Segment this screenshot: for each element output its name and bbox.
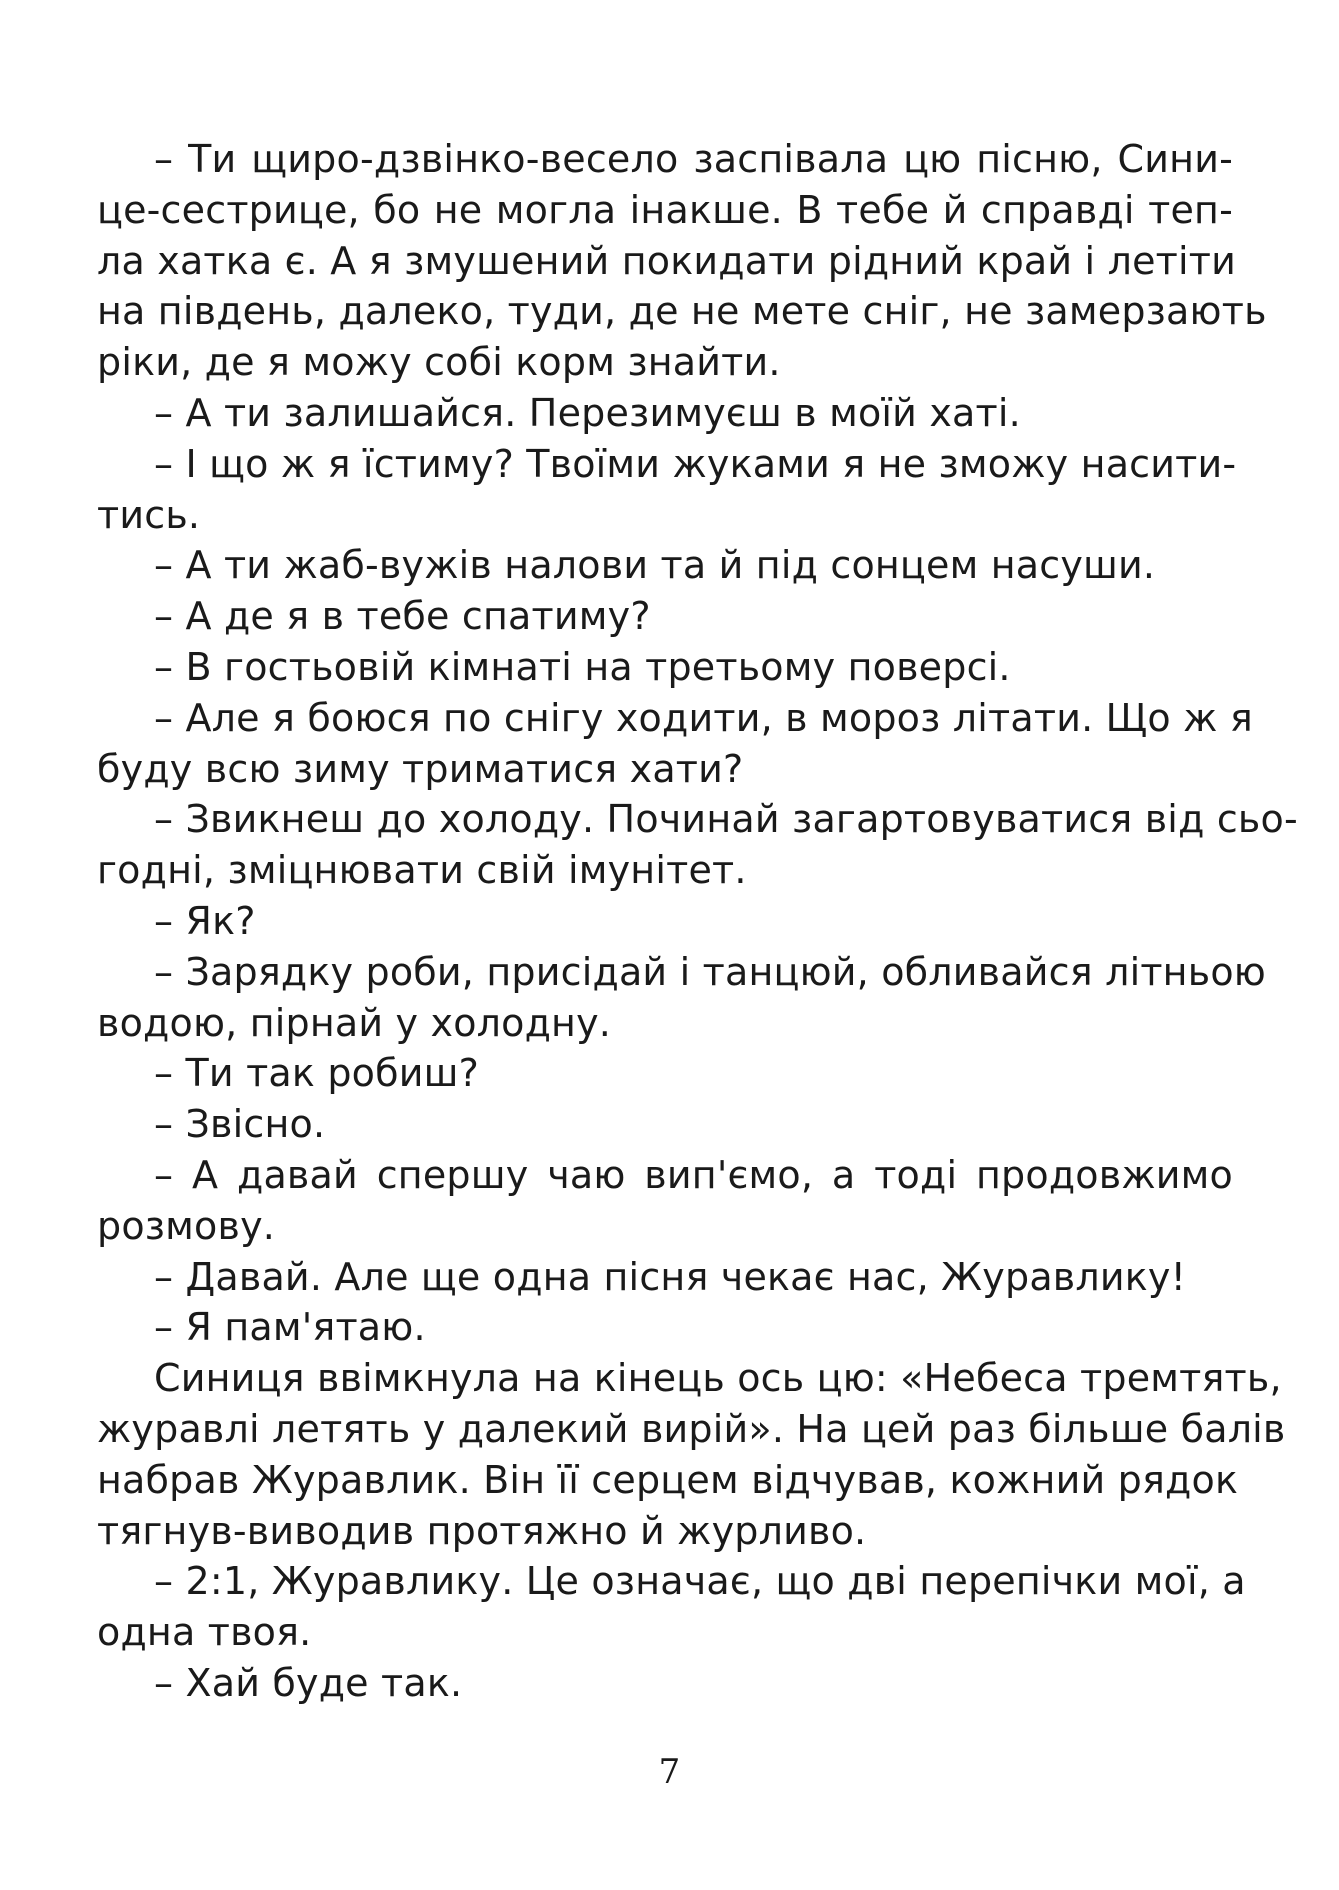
text-line: розмову.: [97, 1203, 276, 1248]
paragraph: [97, 591, 1233, 642]
page-number: 7: [658, 1752, 681, 1792]
text-line: – І що ж я їстиму? Твоїми жуками я не зможу насити-: [154, 441, 1237, 486]
text-line: – Давай. Але ще одна пісня чекає нас, Журавлику!: [154, 1254, 1187, 1299]
paragraph: [97, 1150, 1233, 1252]
paragraph: [97, 794, 1298, 896]
text-line: – Звикнеш до холоду. Починай загартовуватися від сьо-: [154, 797, 1298, 842]
paragraph: [97, 1252, 1233, 1303]
paragraph: [97, 134, 1267, 388]
text-line: – В гостьовій кімнаті на третьому поверсі.: [154, 644, 1011, 689]
text-line: це-сестрице, бо не могла інакше. В тебе й справді теп-: [97, 187, 1233, 232]
paragraph: [97, 1048, 1233, 1099]
paragraph: [97, 388, 1233, 439]
text-line: Синиця ввімкнула на кінець ось цю: «Небеса тремтять,: [154, 1356, 1282, 1401]
text-line: – А ти жаб-вужів налови та й під сонцем насуши.: [154, 543, 1156, 588]
text-line: набрав Журавлик. Він її серцем відчував, кожний рядок: [97, 1457, 1239, 1502]
paragraph: [97, 947, 1266, 1049]
text-line: – Я пам'ятаю.: [154, 1305, 426, 1350]
paragraph: [97, 1302, 1233, 1353]
text-line: – 2:1, Журавлику. Це означає, що дві перепічки мої, а: [154, 1559, 1246, 1604]
text-line: водою, пірнай у холодну.: [97, 1000, 612, 1045]
text-line: ла хатка є. А я змушений покидати рідний край і летіти: [97, 238, 1236, 283]
text-line: ріки, де я можу собі корм знайти.: [97, 340, 781, 385]
paragraph: [97, 1353, 1286, 1556]
text-line: – Ти так робиш?: [154, 1051, 479, 1096]
text-line: буду всю зиму триматися хати?: [97, 746, 744, 791]
text-line: – Зарядку роби, присідай і танцюй, обливайся літньою: [154, 949, 1266, 994]
text-line: – Як?: [154, 898, 256, 943]
paragraph: [97, 642, 1233, 693]
text-line: – А давай спершу чаю вип'ємо, а тоді продовжимо: [154, 1152, 1233, 1197]
text-line: – А ти залишайся. Перезимуєш в моїй хаті.: [154, 390, 1021, 435]
text-line: – Але я боюся по снігу ходити, в мороз літати. Що ж я: [154, 695, 1253, 740]
text-line: журавлі летять у далекий вирій». На цей раз більше балів: [97, 1406, 1286, 1451]
text-line: – Звісно.: [154, 1102, 326, 1147]
text-line: на південь, далеко, туди, де не мете сніг, не замерзають: [97, 289, 1267, 334]
text-line: – Хай буде так.: [154, 1660, 463, 1705]
text-line: одна твоя.: [97, 1610, 312, 1655]
paragraph: [97, 1099, 1233, 1150]
paragraph: [97, 540, 1233, 591]
paragraph: [97, 693, 1253, 795]
paragraph: [97, 1556, 1246, 1658]
paragraph: [97, 896, 1233, 947]
page-text: [97, 134, 1298, 1709]
paragraph: [97, 1658, 1233, 1709]
paragraph: [97, 439, 1237, 541]
text-line: тягнув-виводив протяжно й журливо.: [97, 1508, 867, 1553]
text-line: – А де я в тебе спатиму?: [154, 594, 651, 639]
text-line: тись.: [97, 492, 201, 537]
text-line: – Ти щиро-дзвінко-весело заспівала цю пісню, Сини-: [154, 137, 1233, 181]
text-line: годні, зміцнювати свій імунітет.: [97, 848, 747, 893]
